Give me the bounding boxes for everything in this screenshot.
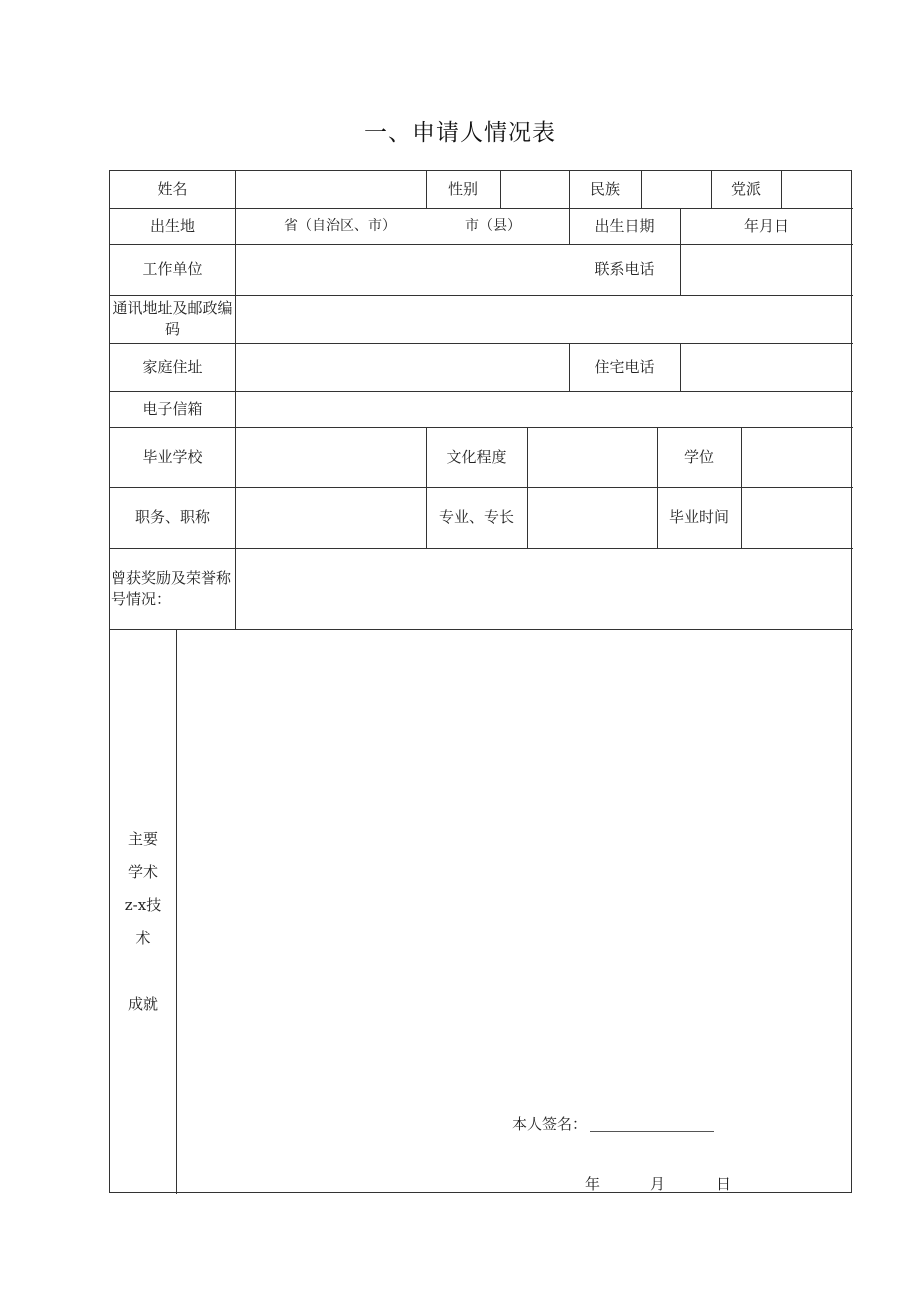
achievements-field[interactable] <box>177 629 852 1099</box>
signature-label: 本人签名： <box>512 1115 588 1133</box>
mailing-address-label <box>110 295 235 343</box>
graduation-time-label: 毕业时间 <box>668 508 729 526</box>
date-month-label: 月 <box>650 1175 666 1193</box>
birth-date-label: 出生日期 <box>594 216 655 235</box>
position-title-field[interactable] <box>236 487 426 548</box>
achievements-label-line: z-x技 <box>124 896 162 914</box>
applicant-form-table <box>109 170 852 1193</box>
school-field[interactable] <box>236 427 426 487</box>
ethnicity-field[interactable] <box>642 171 711 208</box>
education-field[interactable] <box>528 427 657 487</box>
education-label: 文化程度 <box>446 447 507 466</box>
mailing-address-label-line2: 码 <box>164 320 180 338</box>
work-unit-label: 工作单位 <box>142 260 203 278</box>
achievements-label-line: 学术 <box>127 863 158 881</box>
position-title-label: 职务、职称 <box>134 508 210 526</box>
name-label: 姓名 <box>157 180 188 198</box>
achievements-label <box>110 823 176 1021</box>
achievements-label-gap <box>110 955 176 988</box>
date-day-label: 日 <box>716 1175 732 1193</box>
party-label: 党派 <box>730 180 761 198</box>
page-title: 一、申请人情况表 <box>364 120 556 146</box>
graduation-time-field[interactable] <box>742 487 852 548</box>
home-phone-field[interactable] <box>681 343 852 391</box>
degree-label: 学位 <box>683 447 714 466</box>
mailing-address-field[interactable] <box>236 295 852 343</box>
awards-label <box>110 548 235 629</box>
awards-label-line2: 号情况： <box>111 589 172 608</box>
date-year-label: 年 <box>585 1175 601 1193</box>
email-field[interactable] <box>236 391 852 427</box>
specialty-label: 专业、专长 <box>438 508 514 526</box>
email-label: 电子信箱 <box>142 399 203 418</box>
achievements-label-line: 主要 <box>127 830 158 848</box>
home-address-field[interactable] <box>236 343 569 391</box>
awards-label-line1: 曾获奖励及荣誉称 <box>111 568 232 587</box>
gender-label: 性别 <box>447 180 478 198</box>
birthplace-label: 出生地 <box>149 216 195 235</box>
achievements-label-line: 术 <box>135 929 151 947</box>
contact-phone-label: 联系电话 <box>594 260 655 278</box>
home-address-label: 家庭住址 <box>142 357 203 376</box>
school-label: 毕业学校 <box>142 447 203 466</box>
specialty-field[interactable] <box>528 487 657 548</box>
birthplace-city-hint: 市（县） <box>465 218 521 234</box>
gender-field[interactable] <box>501 171 569 208</box>
awards-field[interactable] <box>236 548 852 629</box>
work-unit-field[interactable] <box>236 244 569 295</box>
home-phone-label: 住宅电话 <box>594 357 655 376</box>
degree-field[interactable] <box>742 427 852 487</box>
birthplace-province-hint: 省（自治区、市） <box>284 218 396 234</box>
signature-line[interactable] <box>590 1131 714 1132</box>
name-field[interactable] <box>236 171 426 208</box>
mailing-address-label-line1: 通讯地址及邮政编 <box>112 299 233 317</box>
party-field[interactable] <box>782 171 852 208</box>
achievements-label-line: 成就 <box>127 995 158 1013</box>
contact-phone-field[interactable] <box>681 244 852 295</box>
ethnicity-label: 民族 <box>589 180 620 198</box>
birth-date-hint[interactable]: 年月日 <box>743 216 789 235</box>
